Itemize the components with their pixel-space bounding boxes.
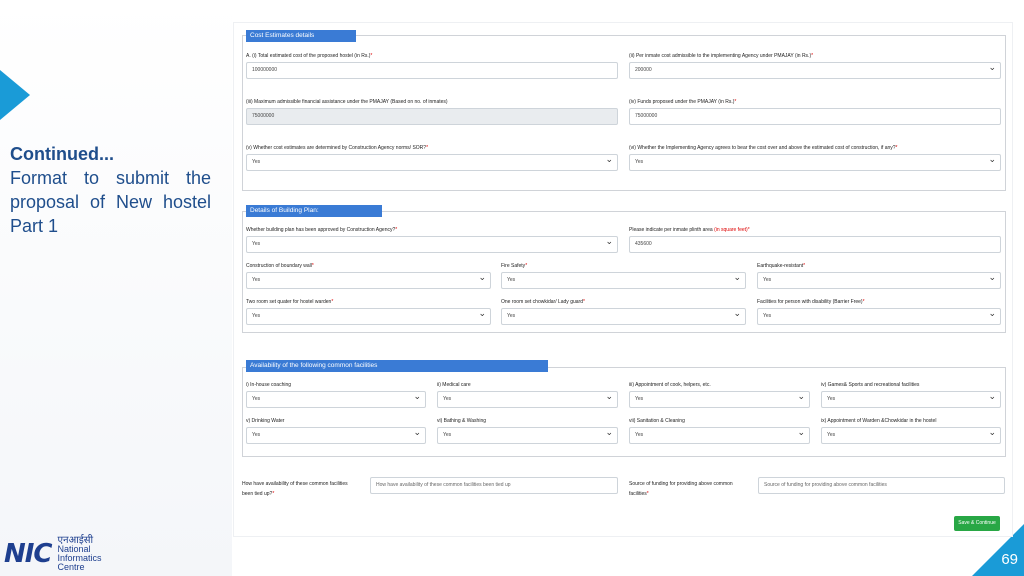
- coaching-label: i) In-house coaching: [246, 382, 292, 388]
- common-facilities-legend: Availability of the following common facilities: [246, 360, 548, 372]
- total-cost-input[interactable]: 100000000: [246, 62, 618, 79]
- warden-quarter-select[interactable]: Yes ⌄: [246, 308, 491, 325]
- drinking-water-label: v) Drinking Water: [246, 418, 285, 424]
- plan-approved-label: Whether building plan has been approved by Construction Agency?*: [246, 227, 398, 233]
- warden-quarter-label: Two room set quater for hostel warden*: [246, 299, 334, 305]
- nic-line1: National: [57, 544, 91, 554]
- cost-norms-select[interactable]: Yes ⌄: [246, 154, 618, 171]
- funding-source-input[interactable]: Source of funding for providing above common facilities: [758, 477, 1005, 494]
- nic-line3: Centre: [57, 562, 85, 572]
- boundary-wall-select[interactable]: Yes ⌄: [246, 272, 491, 289]
- chowkidar-room-select[interactable]: Yes ⌄: [501, 308, 746, 325]
- nic-line2: Informatics: [57, 553, 102, 563]
- nic-logo-text: [58, 536, 102, 572]
- total-cost-label: A. (i) Total estimated cost of the proposed hostel (in Rs.)*: [246, 53, 373, 59]
- cook-helpers-label: iii) Appointment of cook, helpers, etc.: [629, 382, 711, 388]
- arrow-decoration: [0, 70, 30, 120]
- per-inmate-cost-select[interactable]: 200000 ⌄: [629, 62, 1001, 79]
- boundary-wall-label: Construction of boundary wall*: [246, 263, 314, 269]
- slide-caption: [10, 142, 211, 238]
- funds-proposed-label: (iv) Funds proposed under the PMAJAY (in Rs.)*: [629, 99, 737, 105]
- fire-safety-label: Fire Safety*: [501, 263, 528, 269]
- building-plan-legend: Details of Building Plan:: [246, 205, 382, 217]
- save-continue-button[interactable]: Save & Continue: [954, 516, 1000, 531]
- warden-appointment-label: ix) Appointment of Warden &Chowkidar in the hostel: [821, 418, 937, 424]
- nic-logo-mark: NIC: [4, 539, 52, 569]
- warden-appointment-select[interactable]: Yes ⌄: [821, 427, 1001, 444]
- chowkidar-room-label: One room set chowkidar/ Lady guard*: [501, 299, 585, 305]
- barrier-free-label: Facilities for person with disability (Barrier Free)*: [757, 299, 865, 305]
- sanitation-select[interactable]: Yes ⌄: [629, 427, 810, 444]
- bear-cost-select[interactable]: Yes ⌄: [629, 154, 1001, 171]
- max-assistance-input: 75000000: [246, 108, 618, 125]
- games-sports-select[interactable]: Yes ⌄: [821, 391, 1001, 408]
- plan-approved-select[interactable]: Yes ⌄: [246, 236, 618, 253]
- cost-norms-label: (v) Whether cost estimates are determined by Construction Agency norms/ SOR?*: [246, 145, 429, 151]
- caption-title: Continued...: [10, 144, 114, 164]
- cook-helpers-select[interactable]: Yes ⌄: [629, 391, 810, 408]
- max-assistance-label: (iii) Maximum admissible financial assistance under the PMAJAY (Based on no. of inmates): [246, 99, 448, 105]
- bathing-label: vi) Bathing & Washing: [437, 418, 487, 424]
- fire-safety-select[interactable]: Yes ⌄: [501, 272, 746, 289]
- caption-subtitle: Format to submit the proposal of New hostel Part 1: [10, 168, 211, 236]
- medical-care-label: ii) Medical care: [437, 382, 471, 388]
- bathing-select[interactable]: Yes ⌄: [437, 427, 618, 444]
- left-panel: [0, 0, 232, 576]
- tied-up-label: How have availability of these common facilities been tied up?*: [242, 481, 348, 497]
- funding-source-label: Source of funding for providing above common facilities*: [629, 481, 733, 497]
- proposal-form: [233, 22, 1013, 537]
- bear-cost-label: (vi) Whether the Implementing Agency agrees to bear the cost over and above the estimated cost of construction, if any?*: [629, 145, 898, 151]
- page-number: 69: [1001, 551, 1018, 568]
- nic-logo: [4, 536, 102, 572]
- per-inmate-cost-label: (ii) Per inmate cost admissible to the implementing Agency under PMAJAY (in Rs.)*: [629, 53, 814, 59]
- nic-hindi: एनआईसी: [57, 535, 94, 546]
- earthquake-label: Earthquake-resistant*: [757, 263, 806, 269]
- cost-estimates-legend: Cost Estimates details: [246, 30, 356, 42]
- games-sports-label: iv) Games& Sports and recreational facilities: [821, 382, 920, 388]
- funds-proposed-input[interactable]: 75000000: [629, 108, 1001, 125]
- tied-up-input[interactable]: How have availability of these common facilities been tied up: [370, 477, 618, 494]
- coaching-select[interactable]: Yes ⌄: [246, 391, 426, 408]
- sanitation-label: vii) Sanitation & Cleaning: [629, 418, 685, 424]
- barrier-free-select[interactable]: Yes ⌄: [757, 308, 1001, 325]
- plinth-area-input[interactable]: 435600: [629, 236, 1001, 253]
- drinking-water-select[interactable]: Yes ⌄: [246, 427, 426, 444]
- medical-care-select[interactable]: Yes ⌄: [437, 391, 618, 408]
- plinth-area-label: Please indicate per inmate plinth area (in square feet)*: [629, 227, 750, 233]
- earthquake-select[interactable]: Yes ⌄: [757, 272, 1001, 289]
